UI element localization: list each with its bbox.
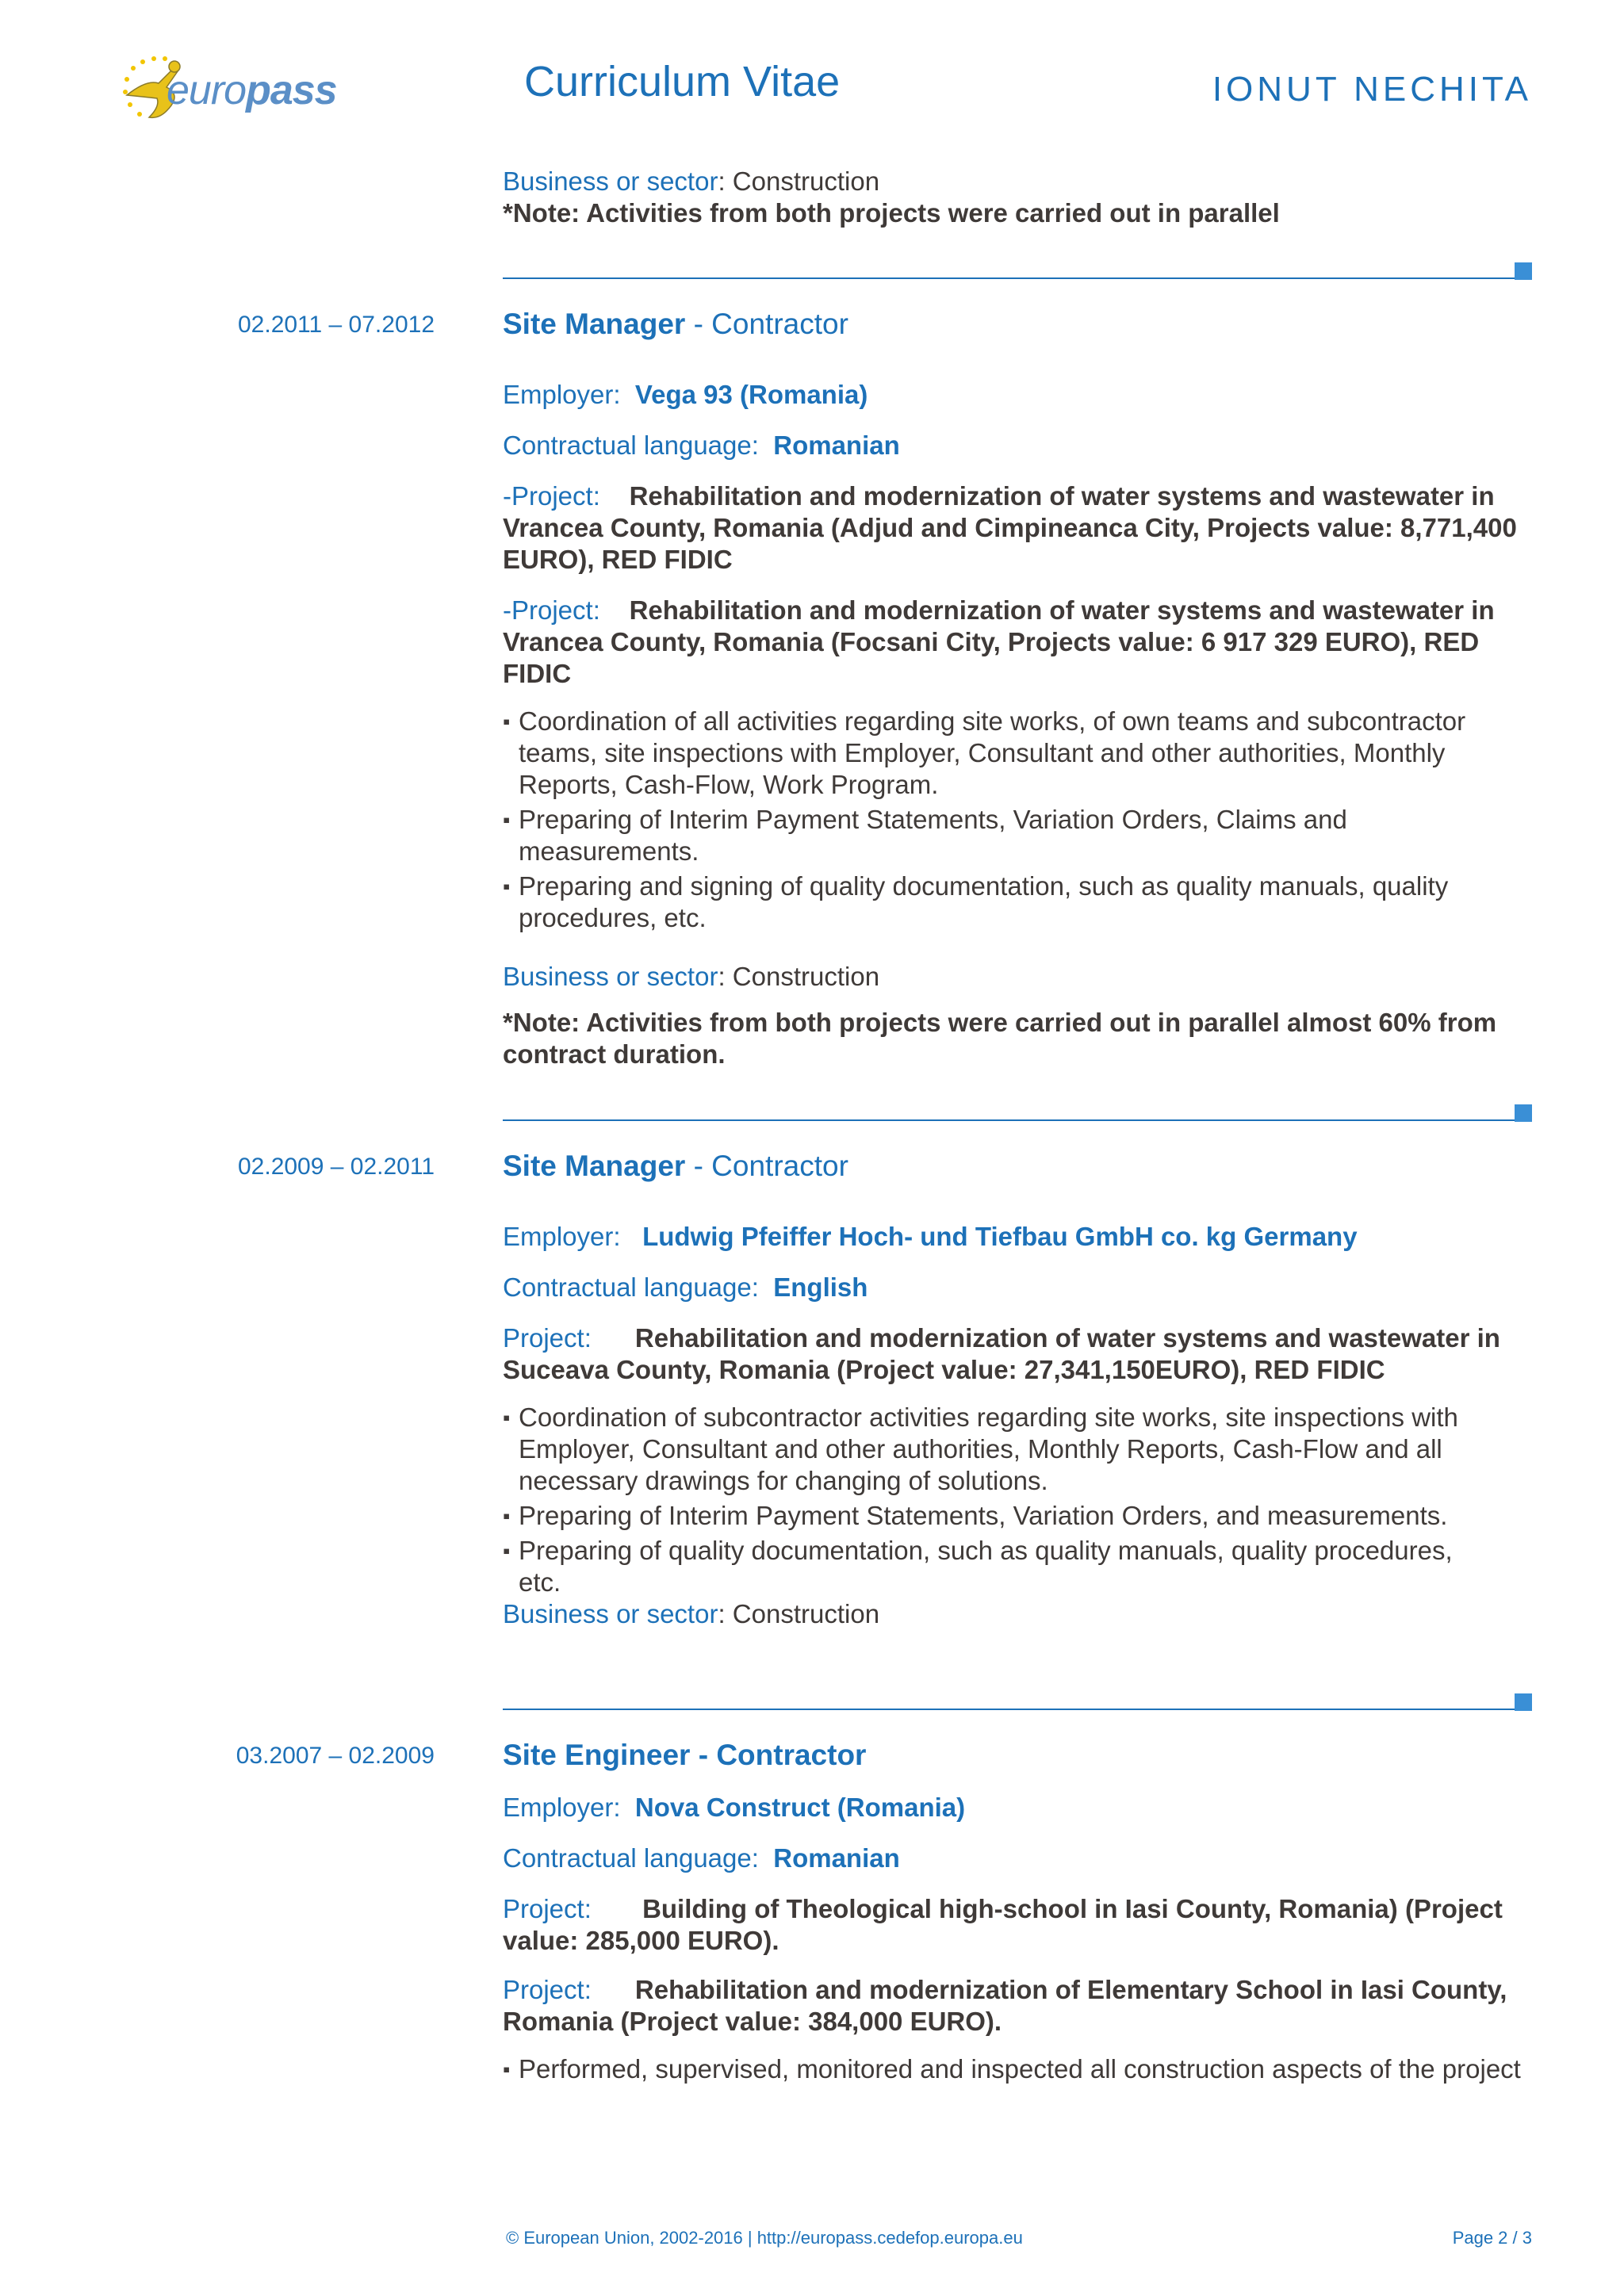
project-line: Project: Building of Theological high-school in Iasi County, Romania) (Project value: 285,000 EURO). <box>503 1894 1503 1955</box>
footer-copyright: © European Union, 2002-2016 | http://europass.cedefop.europa.eu <box>506 2228 1023 2248</box>
job-title: Site Engineer - Contractor <box>503 1739 867 1771</box>
person-name: IONUT NECHITA <box>1212 70 1532 109</box>
document-title: Curriculum Vitae <box>524 58 841 105</box>
job-date: 02.2011 – 07.2012 <box>237 312 435 338</box>
language-line: Contractual language: Romanian <box>503 430 900 460</box>
language-line: Contractual language: Romanian <box>503 1843 900 1873</box>
language-line: Contractual language: English <box>503 1272 868 1302</box>
page-header <box>0 0 1624 159</box>
europass-wordmark: europass <box>167 67 337 113</box>
section-divider <box>503 277 1515 279</box>
note: *Note: Activities from both projects were carried out in parallel almost 60% from contract duration. <box>503 1008 1497 1069</box>
list-item: ▪ Coordination of all activities regarding site works, of own teams and subcontractor teams, site inspections with Employer, Consultant and other authorities, Monthly Reports, Cash-Flow, Work Program. <box>503 706 1486 801</box>
section-divider <box>503 1119 1515 1121</box>
divider-square-icon <box>1515 262 1532 280</box>
sector-line: Business or sector: Construction <box>503 166 880 196</box>
job-date: 02.2009 – 02.2011 <box>237 1154 435 1180</box>
sector-line: Business or sector: Construction <box>503 962 880 991</box>
list-item: ▪ Coordination of subcontractor activities regarding site works, site inspections with Employer, Consultant and other authorities, Monthly Reports, Cash-Flow and all necessary drawings for changing of solutions. <box>503 1402 1502 1497</box>
employer-line: Employer: Nova Construct (Romania) <box>503 1793 966 1822</box>
job-title: Site Manager - Contractor <box>503 308 848 340</box>
project-line: -Project: Rehabilitation and modernization of water systems and wastewater in Vrancea County, Romania (Adjud and Cimpineanca City, Projects value: 8,771,400 EURO), RED FIDIC <box>503 481 1517 574</box>
employer-line: Employer: Ludwig Pfeiffer Hoch- und Tiefbau GmbH co. kg Germany <box>503 1222 1358 1251</box>
job-title: Site Manager - Contractor <box>503 1150 848 1182</box>
project-line: -Project: Rehabilitation and modernization of water systems and wastewater in Vrancea County, Romania (Focsani City, Projects value: 6 917 329 EURO), RED FIDIC <box>503 595 1495 688</box>
list-item: ▪ Preparing of Interim Payment Statements, Variation Orders, and measurements. <box>503 1500 1502 1532</box>
list-item: ▪ Preparing of quality documentation, such as quality manuals, quality procedures, etc. <box>503 1535 1502 1598</box>
list-item: ▪ Preparing of Interim Payment Statements, Variation Orders, Claims and measurements. <box>503 804 1486 867</box>
page-number: Page 2 / 3 <box>1452 2228 1532 2248</box>
job-date: 03.2007 – 02.2009 <box>236 1743 435 1769</box>
project-line: Project: Rehabilitation and modernization of water systems and wastewater in Suceava County, Romania (Project value: 27,341,150EURO), RED FIDIC <box>503 1323 1500 1384</box>
divider-square-icon <box>1515 1693 1532 1711</box>
divider-square-icon <box>1515 1104 1532 1122</box>
employer-line: Employer: Vega 93 (Romania) <box>503 380 868 409</box>
sector-line: Business or sector: Construction <box>503 1599 880 1628</box>
duties-list <box>503 706 1486 937</box>
list-item: ▪ Performed, supervised, monitored and inspected all construction aspects of the project <box>503 2053 1549 2085</box>
project-line: Project: Rehabilitation and modernization of Elementary School in Iasi County, Romania (Project value: 384,000 EURO). <box>503 1975 1507 2036</box>
note: *Note: Activities from both projects were carried out in parallel <box>503 198 1280 228</box>
list-item: ▪ Preparing and signing of quality documentation, such as quality manuals, quality procedures, etc. <box>503 871 1486 934</box>
section-divider <box>503 1709 1515 1710</box>
duties-list <box>503 1402 1502 1601</box>
duties-list <box>503 2053 1549 2088</box>
